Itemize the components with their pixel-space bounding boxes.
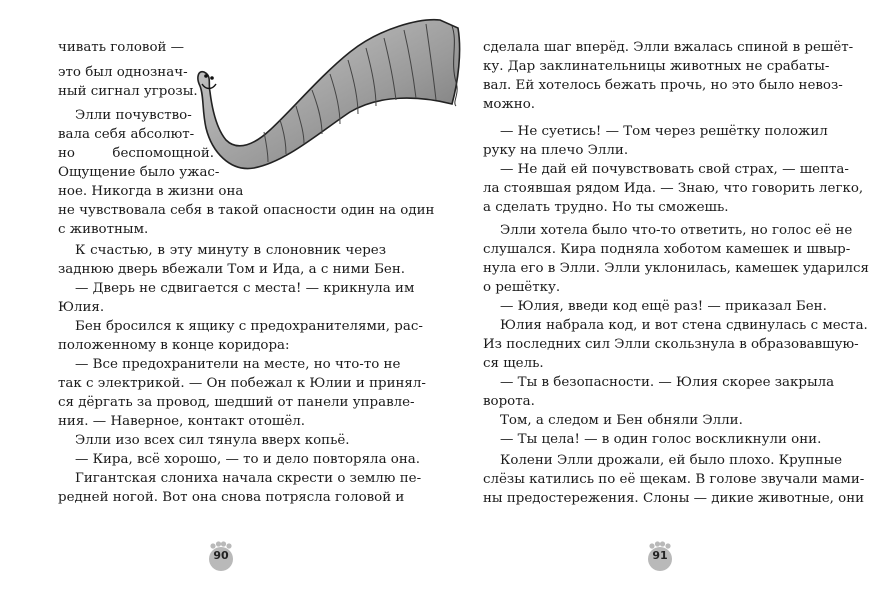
text-line: чивать головой — <box>58 40 185 55</box>
text-line: — Дверь не сдвигается с места! — крикнула им <box>75 281 415 296</box>
text-line: заднюю дверь вбежали Том и Ида, а с ними Бен. <box>58 262 406 277</box>
text-line: Юлия набрала код, и вот стена сдвинулась с места. <box>500 318 868 333</box>
text-line: ворота. <box>483 394 535 409</box>
text-line: Том, а следом и Бен обняли Элли. <box>500 413 743 428</box>
page-number: 90 <box>213 549 229 562</box>
text-line: так с электрикой. — Он побежал к Юлии и принял- <box>58 376 426 391</box>
text-line: о решётку. <box>483 280 561 295</box>
elephant-trunk-icon <box>190 12 470 192</box>
text-line: — Все предохранители на месте, но что-то не <box>75 357 401 372</box>
text-line: редней ногой. Вот она снова потрясла головой и <box>58 490 405 505</box>
text-line: Колени Элли дрожали, ей было плохо. Крупные <box>500 453 843 468</box>
text-line: ния. — Наверное, контакт отошёл. <box>58 414 306 429</box>
text-line: Бен бросился к ящику с предохранителями, рас- <box>75 319 423 334</box>
text-line: — Не суетись! — Том через решётку положил <box>500 124 828 139</box>
text-line: с животным. <box>58 222 149 237</box>
text-line: но беспомощной. <box>58 146 214 161</box>
text-line: нула его в Элли. Элли уклонилась, камешек ударился <box>483 261 869 276</box>
text-line: не чувствовала себя в такой опасности один на один <box>58 203 435 218</box>
text-line: Гигантская слониха начала скрести о землю пе- <box>75 471 422 486</box>
right-page <box>440 0 880 596</box>
text-line: Элли хотела было что-то ответить, но голос её не <box>500 223 853 238</box>
text-line: ся дёргать за провод, шедший от панели управле- <box>58 395 415 410</box>
page-number: 91 <box>652 549 668 562</box>
text-line: ны предостережения. Слоны — дикие животные, они <box>483 491 865 506</box>
text-line: — Не дай ей почувствовать свой страх, — шепта- <box>500 162 849 177</box>
page-number-badge <box>205 541 237 573</box>
text-line: Ощущение было ужас- <box>58 165 220 180</box>
text-line: Элли почувство- <box>75 108 192 123</box>
text-line: положенному в конце коридора: <box>58 338 290 353</box>
text-line: — Ты в безопасности. — Юлия скорее закрыла <box>500 375 835 390</box>
text-line: ла стоявшая рядом Ида. — Знаю, что говорить легко, <box>483 181 864 196</box>
text-line: Элли изо всех сил тянула вверх копьё. <box>75 433 350 448</box>
text-line: слушался. Кира подняла хоботом камешек и швыр- <box>483 242 851 257</box>
text-line: вал. Ей хотелось бежать прочь, но это было невоз- <box>483 78 843 93</box>
text-line: можно. <box>483 97 536 112</box>
text-line: руку на плечо Элли. <box>483 143 629 158</box>
text-line: — Ты цела! — в один голос воскликнули они. <box>500 432 822 447</box>
text-line: ся щель. <box>483 356 544 371</box>
text-line: вала себя абсолют- <box>58 127 195 142</box>
text-line: К счастью, в эту минуту в слоновник через <box>75 243 386 258</box>
text-line: слёзы катились по её щекам. В голове звучали мами- <box>483 472 865 487</box>
text-line: — Юлия, введи код ещё раз! — приказал Бен. <box>500 299 827 314</box>
text-line: — Кира, всё хорошо, — то и дело повторяла она. <box>75 452 421 467</box>
text-line: ное. Никогда в жизни она <box>58 184 244 199</box>
text-line: ный сигнал угрозы. <box>58 84 198 99</box>
text-line: ку. Дар заклинательницы животных не срабаты- <box>483 59 830 74</box>
page-number-badge <box>644 541 676 573</box>
text-line: Юлия. <box>58 300 105 315</box>
text-line: это был однознач- <box>58 65 188 80</box>
text-line: а сделать трудно. Но ты сможешь. <box>483 200 729 215</box>
text-line: сделала шаг вперёд. Элли вжалась спиной в решёт- <box>483 40 854 55</box>
text-line: Из последних сил Элли скользнула в образовавшую- <box>483 337 859 352</box>
